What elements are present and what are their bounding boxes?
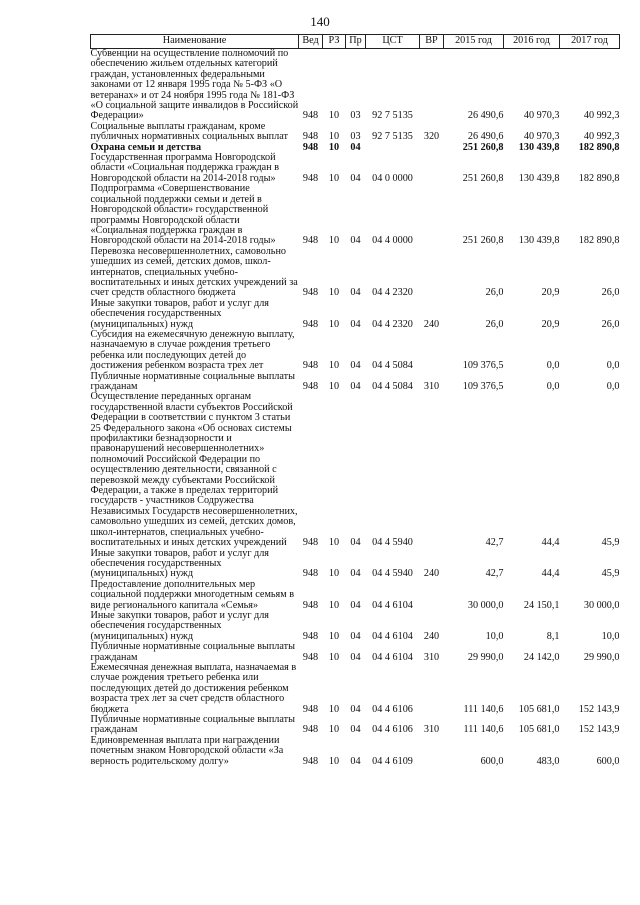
row-name: Ежемесячная денежная выплата, назначаемая в случае рождения третьего ребенка или последующих детей до достижения ребенком возраста трех лет за счет средств областного бюджета <box>90 661 297 715</box>
row-name: Публичные нормативные социальные выплаты гражданам <box>90 370 295 392</box>
row-rz: 10 <box>328 381 340 392</box>
header-2015: 2015 год <box>444 35 504 49</box>
row-vr <box>420 736 444 767</box>
row-ved: 948 <box>302 287 319 299</box>
row-pr: 04 <box>350 703 361 715</box>
row-cst: 04 4 5940 <box>372 568 413 580</box>
row-cst: 04 4 5084 <box>372 381 413 392</box>
row-rz: 10 <box>328 110 340 122</box>
table-row <box>91 580 620 611</box>
row-2016: 24 142,0 <box>523 651 560 663</box>
row-2017: 29 990,0 <box>583 651 620 663</box>
row-ved: 948 <box>302 651 319 663</box>
row-ved: 948 <box>302 755 319 767</box>
table-row <box>91 247 620 299</box>
row-ved: 948 <box>302 172 319 184</box>
row-vr: 240 <box>423 318 440 330</box>
table-row <box>91 299 620 330</box>
row-pr: 03 <box>350 110 361 122</box>
row-2015: 29 990,0 <box>467 651 504 663</box>
row-vr: 310 <box>423 724 440 736</box>
row-2015: 10,0 <box>485 630 504 642</box>
row-pr: 03 <box>350 131 361 143</box>
row-name: Перевозка несовершеннолетних, самовольно ушедших из семей, детских домов, школ-интернатов, специальных учебно-воспитательных и иных детских учреждений за счет средств областного бюджета <box>90 245 298 299</box>
row-ved: 948 <box>302 235 319 247</box>
row-2016: 105 681,0 <box>518 724 560 736</box>
table-row <box>91 611 620 642</box>
header-2017: 2017 год <box>560 35 620 49</box>
row-2016: 8,1 <box>546 630 560 642</box>
table-body <box>91 49 620 768</box>
row-name: Подпрограмма «Совершенствование социальной поддержки семьи и детей в Новгородской области» государственной программы Новгородской области «Социальная поддержка граждан в Новгородской области на 2014-2018 годы» <box>90 183 276 247</box>
row-2016: 483,0 <box>536 755 560 767</box>
table-row <box>91 736 620 767</box>
row-pr: 04 <box>350 172 361 184</box>
header-vr: ВР <box>420 35 444 49</box>
row-2015: 251 260,8 <box>462 235 504 247</box>
row-2016: 130 439,8 <box>518 235 560 247</box>
table-row <box>91 642 620 663</box>
row-cst: 04 4 6106 <box>372 703 413 715</box>
row-2017: 152 143,9 <box>578 703 620 715</box>
row-2017: 45,9 <box>601 568 620 580</box>
row-cst: 04 0 0000 <box>372 172 413 184</box>
row-2017: 26,0 <box>601 318 620 330</box>
row-vr <box>420 330 444 372</box>
row-2016: 130 439,8 <box>518 141 560 153</box>
row-vr: 310 <box>423 381 440 392</box>
row-2016: 0,0 <box>546 360 560 372</box>
row-cst: 04 4 6106 <box>372 724 413 736</box>
row-name: Государственная программа Новгородской области «Социальная поддержка граждан в Новгородской области на 2014-2018 годы» <box>90 152 280 184</box>
row-2017: 152 143,9 <box>578 724 620 736</box>
row-rz: 10 <box>328 360 340 372</box>
budget-table <box>90 34 620 767</box>
row-2017: 45,9 <box>601 537 620 549</box>
row-ved: 948 <box>302 568 319 580</box>
row-cst: 04 4 6109 <box>372 755 413 767</box>
row-2015: 42,7 <box>485 568 504 580</box>
row-pr: 04 <box>350 724 361 736</box>
table-row <box>91 49 620 122</box>
row-rz: 10 <box>328 537 340 549</box>
row-ved: 948 <box>302 131 319 143</box>
row-name: Единовременная выплата при награждении почетным знаком Новгородской области «За верность родительскому долгу» <box>90 734 284 767</box>
row-name: Субвенции на осуществление полномочий по обеспечению жильем отдельных категорий граждан, установленных федеральными законами от 12 января 1995 года № 5-ФЗ «О ветеранах» и от 24 ноября 1995 года № 181-ФЗ «О социальной защите инвалидов в Российской Федерации» <box>90 48 299 122</box>
row-rz: 10 <box>328 235 340 247</box>
row-pr: 04 <box>350 630 361 642</box>
row-cst: 04 4 2320 <box>372 287 413 299</box>
row-cst: 04 4 6104 <box>372 651 413 663</box>
row-pr: 04 <box>350 755 361 767</box>
row-2015: 26 490,6 <box>467 131 504 143</box>
row-2017: 10,0 <box>601 630 620 642</box>
row-vr <box>420 184 444 246</box>
row-vr: 310 <box>423 651 440 663</box>
row-rz: 10 <box>328 141 340 153</box>
row-2017: 0,0 <box>606 381 620 392</box>
row-pr: 04 <box>350 599 361 611</box>
row-vr: 320 <box>423 131 440 143</box>
row-pr: 04 <box>350 287 361 299</box>
row-2016: 24 150,1 <box>523 599 560 611</box>
table-header-row <box>91 35 620 49</box>
row-ved: 948 <box>302 141 319 153</box>
row-2016: 44,4 <box>541 568 560 580</box>
row-2015: 109 376,5 <box>462 381 504 392</box>
row-2017: 182 890,8 <box>578 172 620 184</box>
row-cst: 92 7 5135 <box>372 110 413 122</box>
row-rz: 10 <box>328 724 340 736</box>
row-2015: 251 260,8 <box>462 141 504 153</box>
row-vr: 240 <box>423 568 440 580</box>
table-row <box>91 392 620 548</box>
row-ved: 948 <box>302 630 319 642</box>
row-vr <box>420 663 444 715</box>
row-vr <box>420 580 444 611</box>
row-cst: 04 4 2320 <box>372 318 413 330</box>
row-2015: 26,0 <box>485 318 504 330</box>
row-name: Иные закупки товаров, работ и услуг для обеспечения государственных (муниципальных) нужд <box>90 547 269 580</box>
row-vr: 240 <box>423 630 440 642</box>
row-2015: 111 140,6 <box>463 703 504 715</box>
row-2016: 105 681,0 <box>518 703 560 715</box>
row-pr: 04 <box>350 235 361 247</box>
row-rz: 10 <box>328 568 340 580</box>
row-2015: 109 376,5 <box>462 360 504 372</box>
row-name: Предоставление дополнительных мер социальной поддержки многодетным семьям в виде регионального капитала «Семья» <box>90 578 295 611</box>
row-rz: 10 <box>328 755 340 767</box>
row-name: Публичные нормативные социальные выплаты гражданам <box>90 641 295 663</box>
table-row <box>91 715 620 736</box>
row-cst: 92 7 5135 <box>372 131 413 143</box>
row-2016: 0,0 <box>546 381 560 392</box>
row-cst: 04 4 6104 <box>372 599 413 611</box>
row-rz: 10 <box>328 131 340 143</box>
row-ved: 948 <box>302 110 319 122</box>
row-name: Охрана семьи и детства <box>90 141 202 153</box>
row-rz: 10 <box>328 599 340 611</box>
table-row <box>91 153 620 184</box>
row-2017: 26,0 <box>601 287 620 299</box>
row-ved: 948 <box>302 599 319 611</box>
row-2016: 44,4 <box>541 537 560 549</box>
header-name: Наименование <box>91 35 299 49</box>
row-2015: 26,0 <box>485 287 504 299</box>
row-vr <box>420 143 444 153</box>
row-2017: 40 992,3 <box>583 110 620 122</box>
row-2015: 251 260,8 <box>462 172 504 184</box>
table-row <box>91 372 620 393</box>
row-ved: 948 <box>302 381 319 392</box>
table-row <box>91 663 620 715</box>
row-pr: 04 <box>350 537 361 549</box>
page-number: 140 <box>310 14 330 29</box>
row-2015: 26 490,6 <box>467 110 504 122</box>
header-2016: 2016 год <box>504 35 560 49</box>
header-ved: Вед <box>299 35 323 49</box>
row-2015: 600,0 <box>480 755 504 767</box>
row-rz: 10 <box>328 630 340 642</box>
row-pr: 04 <box>350 568 361 580</box>
row-2016: 40 970,3 <box>523 131 560 143</box>
row-rz: 10 <box>328 651 340 663</box>
row-ved: 948 <box>302 724 319 736</box>
row-2015: 42,7 <box>485 537 504 549</box>
row-2017: 0,0 <box>606 360 620 372</box>
row-rz: 10 <box>328 287 340 299</box>
row-2015: 111 140,6 <box>463 724 504 736</box>
row-2015: 30 000,0 <box>467 599 504 611</box>
row-name: Публичные нормативные социальные выплаты гражданам <box>90 714 295 736</box>
row-name: Субсидия на ежемесячную денежную выплату, назначаемую в случае рождения третьего ребенка или последующих детей до достижения ребенком возраста трех лет <box>90 328 295 372</box>
row-ved: 948 <box>302 537 319 549</box>
row-cst <box>366 143 420 153</box>
row-cst: 04 4 5940 <box>372 537 413 549</box>
table-row <box>91 184 620 246</box>
row-2016: 20,9 <box>541 318 560 330</box>
row-2017: 182 890,8 <box>578 235 620 247</box>
row-pr: 04 <box>350 381 361 392</box>
row-vr <box>420 392 444 548</box>
header-pr: Пр <box>346 35 366 49</box>
row-2016: 40 970,3 <box>523 110 560 122</box>
row-pr: 04 <box>350 318 361 330</box>
row-2016: 20,9 <box>541 287 560 299</box>
row-vr <box>420 153 444 184</box>
row-rz: 10 <box>328 318 340 330</box>
row-pr: 04 <box>350 360 361 372</box>
header-rz: РЗ <box>323 35 346 49</box>
table-row <box>91 122 620 143</box>
table-row <box>91 330 620 372</box>
row-ved: 948 <box>302 703 319 715</box>
row-pr: 04 <box>350 651 361 663</box>
row-cst: 04 4 6104 <box>372 630 413 642</box>
row-ved: 948 <box>302 318 319 330</box>
row-2017: 600,0 <box>596 755 620 767</box>
row-ved: 948 <box>302 360 319 372</box>
row-2017: 30 000,0 <box>583 599 620 611</box>
row-2016: 130 439,8 <box>518 172 560 184</box>
row-cst: 04 4 5084 <box>372 360 413 372</box>
table-row <box>91 549 620 580</box>
row-name: Иные закупки товаров, работ и услуг для обеспечения государственных (муниципальных) нужд <box>90 297 269 330</box>
row-cst: 04 4 0000 <box>372 235 413 247</box>
row-name: Осуществление переданных органам государственной власти субъектов Российской Федерации в соответствии с пунктом 3 статьи 25 Федерального закона «Об основах системы профилактики безнадзорности и правонарушений несовершеннолетних» полномочий Российской Федерации по осуществлению деятельности, связанной с перевозкой между субъектами Российской Федерации, а также в пределах территорий государств - участников Содружества Независимых Государств несовершеннолетних, самовольно ушедших из семей, детских домов, школ-интернатов, специальных учебно-воспитательных и иных детских учреждений <box>90 391 298 549</box>
row-rz: 10 <box>328 703 340 715</box>
row-vr <box>420 49 444 122</box>
row-rz: 10 <box>328 172 340 184</box>
header-cst: ЦСТ <box>366 35 420 49</box>
row-2017: 182 890,8 <box>578 141 620 153</box>
row-name: Иные закупки товаров, работ и услуг для обеспечения государственных (муниципальных) нужд <box>90 609 269 642</box>
row-2017: 40 992,3 <box>583 131 620 143</box>
row-pr: 04 <box>350 141 361 153</box>
row-vr <box>420 247 444 299</box>
row-name: Социальные выплаты гражданам, кроме публичных нормативных социальных выплат <box>90 120 288 143</box>
